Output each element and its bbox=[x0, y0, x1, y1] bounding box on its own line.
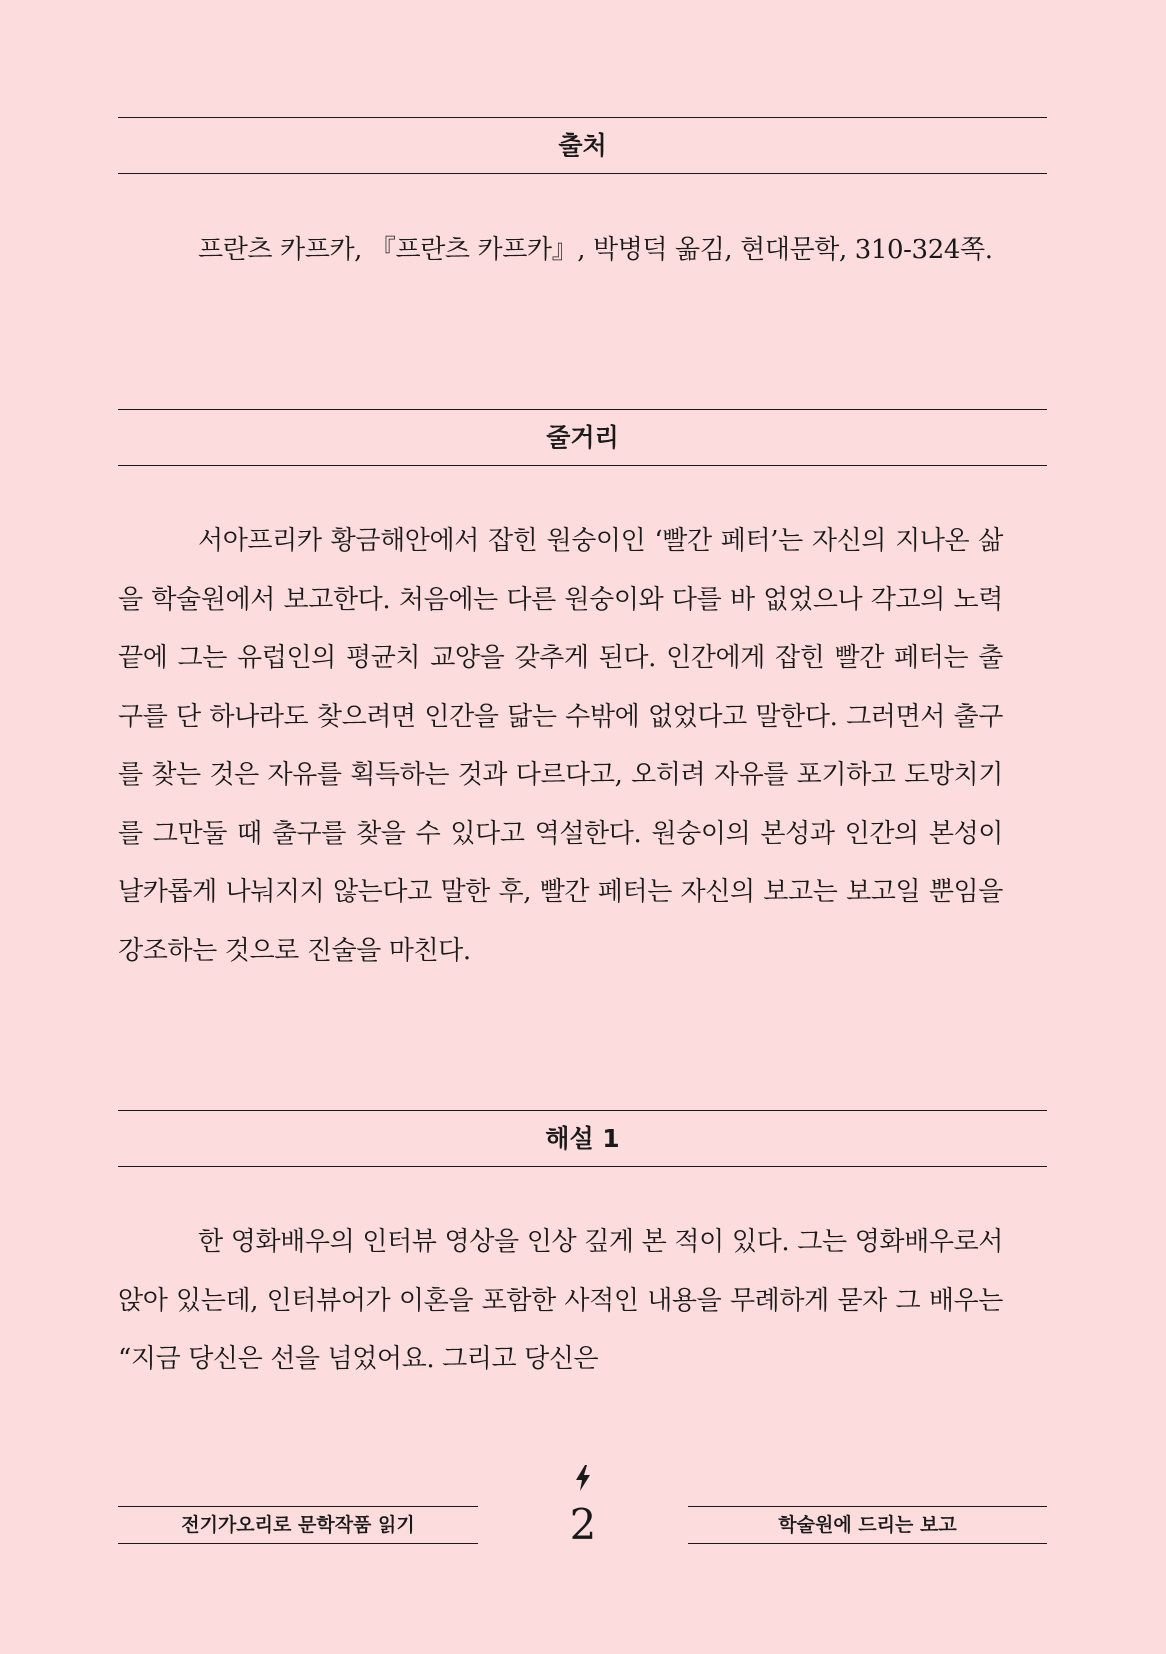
plot-summary: 서아프리카 황금해안에서 잡힌 원숭이인 ‘빨간 페터’는 자신의 지나온 삶을 학술원에서 보고한다. 처음에는 다른 원숭이와 다를 바 없었으나 각고의 노력 끝에 그는 유럽인의 평균치 교양을 갖추게 된다. 인간에게 잡힌 빨간 페터는 출구를 단 하나라도 찾으려면 인간을 닮는 수밖에 없었다고 말한다. 그러면서 출구를 찾는 것은 자유를 획득하는 것과 다르다고, 오히려 자유를 포기하고 도망치기를 그만둘 때 출구를 찾을 수 있다고 역설한다. 원숭이의 본성과 인간의 본성이 날카롭게 나눠지지 않는다고 말한 후, 빨간 페터는 자신의 보고는 보고일 뿐임을 강조하는 것으로 진술을 마친다. bbox=[118, 526, 1003, 966]
page-number: 2 bbox=[569, 1500, 597, 1549]
section-heading-source: 출처 bbox=[118, 117, 1047, 174]
lightning-bolt-icon bbox=[572, 1464, 594, 1492]
source-citation: 프란츠 카프카, 『프란츠 카프카』, 박병덕 옮김, 현대문학, 310-324쪽. bbox=[198, 235, 993, 265]
footer-book-title: 전기가오리로 문학작품 읽기 bbox=[118, 1506, 478, 1544]
section-heading-commentary: 해설 1 bbox=[118, 1110, 1047, 1167]
commentary-text: 한 영화배우의 인터뷰 영상을 인상 깊게 본 적이 있다. 그는 영화배우로서 앉아 있는데, 인터뷰어가 이혼을 포함한 사적인 내용을 무례하게 묻자 그 배우는 “지금 당신은 선을 넘었어요. 그리고 당신은 bbox=[118, 1227, 1003, 1374]
section-heading-plot: 줄거리 bbox=[118, 409, 1047, 466]
footer-chapter-title: 학술원에 드리는 보고 bbox=[688, 1506, 1047, 1544]
